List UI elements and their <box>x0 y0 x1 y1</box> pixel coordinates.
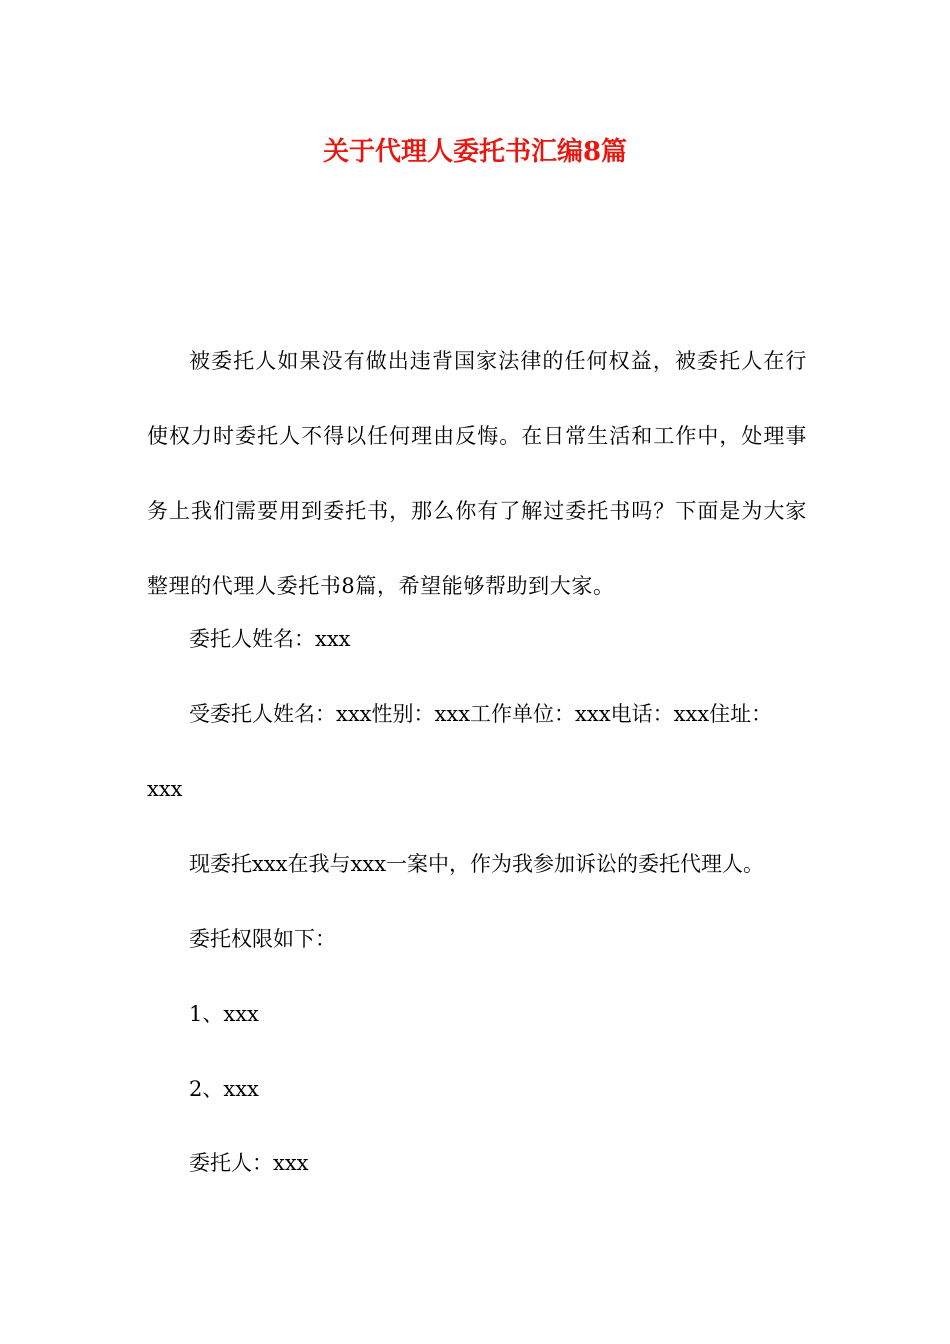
principal-name-line: 委托人姓名：xxx <box>189 627 351 651</box>
authority-heading: 委托权限如下： <box>189 927 336 951</box>
principal-signature-line: 委托人：xxx <box>189 1151 309 1175</box>
authority-item: 1、xxx <box>189 1002 259 1026</box>
entrust-statement: 现委托xxx在我与xxx一案中，作为我参加诉讼的委托代理人。 <box>189 852 765 876</box>
intro-paragraph: 被委托人如果没有做出违背国家法律的任何权益，被委托人在行使权力时委托人不得以任何理由反悔。在日常生活和工作中，处理事务上我们需要用到委托书，那么你有了解过委托书吗？下面是为大家整理的代理人委托书8篇，希望能够帮助到大家。 <box>147 349 807 598</box>
agent-info-line: 受委托人姓名：xxx性别：xxx工作单位：xxx电话：xxx住址： <box>189 702 773 726</box>
document-title: 关于代理人委托书汇编8篇 <box>322 137 628 167</box>
agent-info-line-continued: xxx <box>147 777 183 801</box>
authority-item: 2、xxx <box>189 1077 259 1101</box>
